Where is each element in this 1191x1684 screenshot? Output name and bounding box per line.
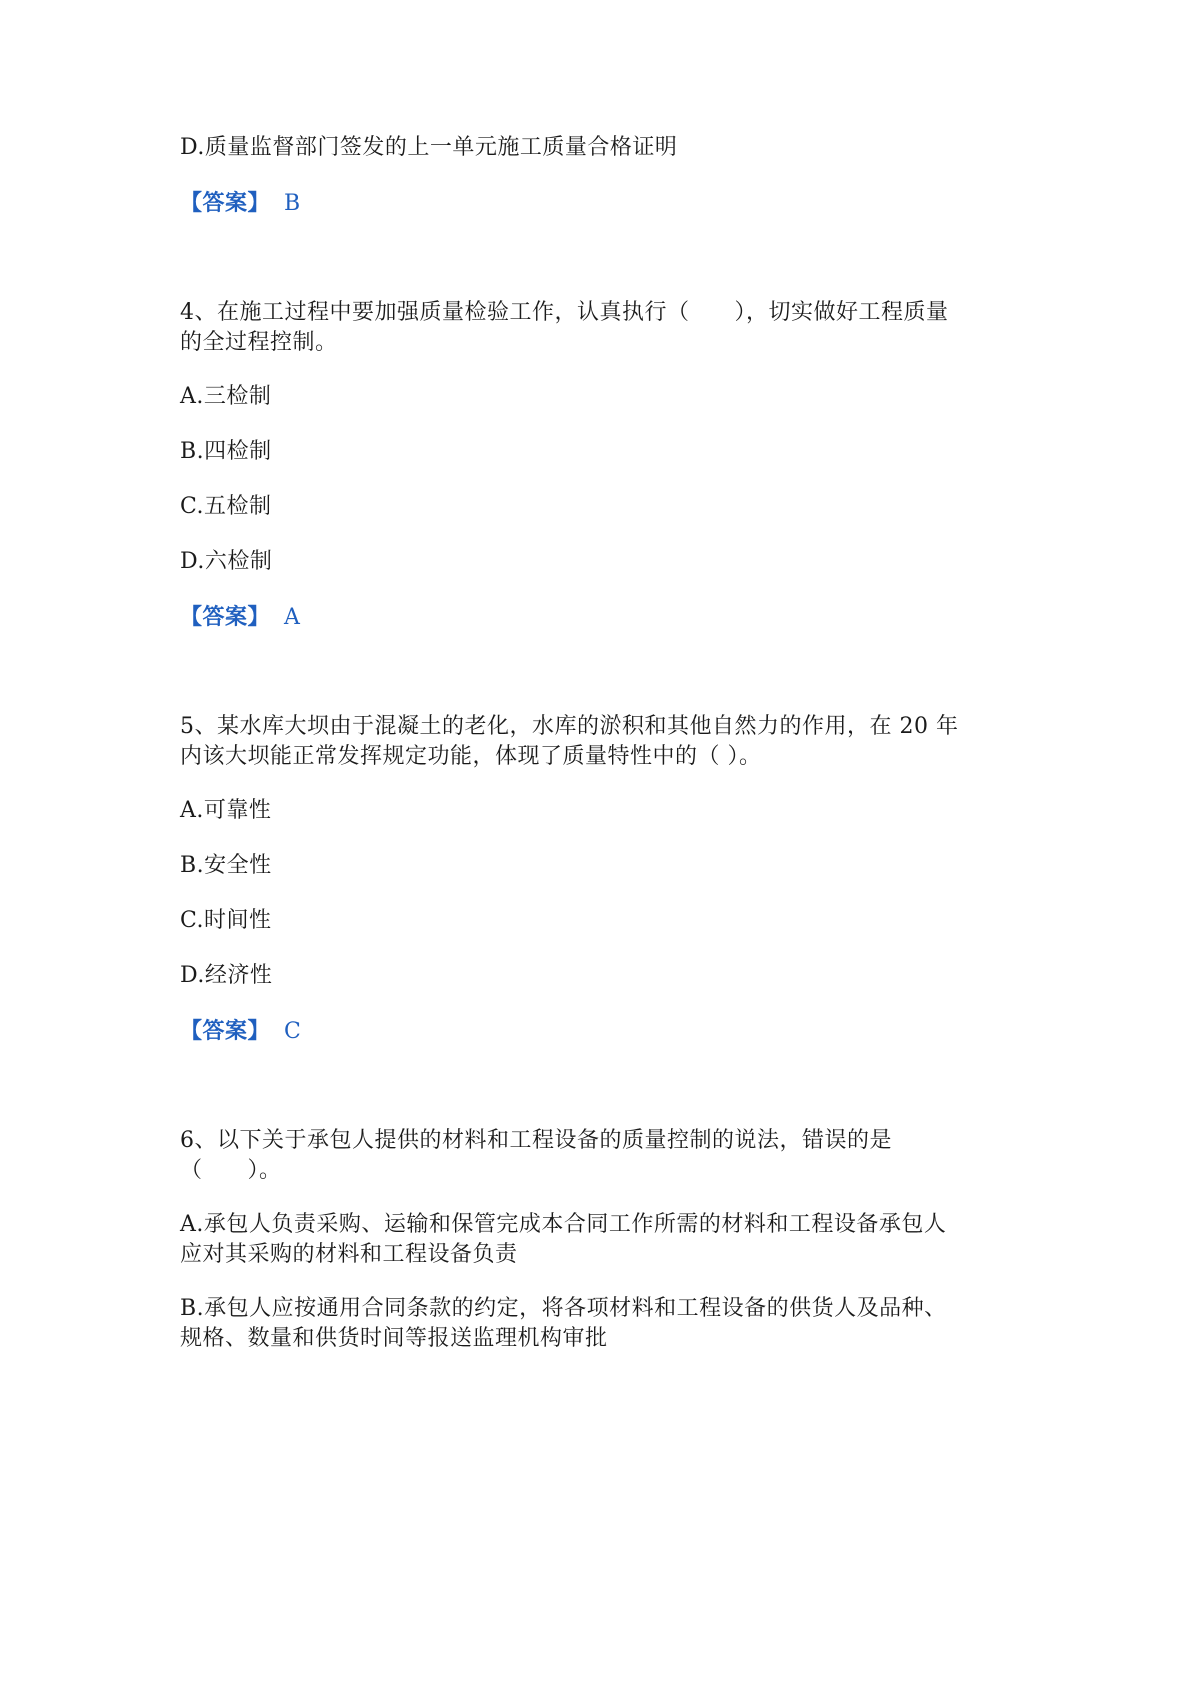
q4-stem-line2: 的全过程控制。 <box>180 330 338 355</box>
q6-stem-line2: （ ）。 <box>180 1158 282 1183</box>
q3-answer <box>180 188 301 219</box>
q5-stem-line2: 内该大坝能正常发挥规定功能，体现了质量特性中的（ ）。 <box>180 744 762 769</box>
q4-option-d: D.六检制 <box>180 549 273 574</box>
q4-option-b: B.四检制 <box>180 439 272 464</box>
q6-option-b-line1: B.承包人应按通用合同条款的约定，将各项材料和工程设备的供货人及品种、 <box>180 1296 947 1321</box>
q3-option-d: D.质量监督部门签发的上一单元施工质量合格证明 <box>180 135 678 160</box>
answer-label: 【答案】 <box>180 190 271 216</box>
q4-option-a: A.三检制 <box>180 384 272 409</box>
answer-label: 【答案】 <box>180 1018 271 1044</box>
q5-option-b: B.安全性 <box>180 853 272 878</box>
q5-option-d: D.经济性 <box>180 963 273 988</box>
answer-value: A <box>284 605 301 630</box>
q6-option-b-line2: 规格、数量和供货时间等报送监理机构审批 <box>180 1326 608 1351</box>
q6-option-a-line1: A.承包人负责采购、运输和保管完成本合同工作所需的材料和工程设备承包人 <box>180 1212 947 1237</box>
q5-stem-line1: 5、某水库大坝由于混凝土的老化，水库的淤积和其他自然力的作用，在 20 年 <box>180 714 959 739</box>
q5-option-c: C.时间性 <box>180 908 272 933</box>
answer-value: C <box>284 1019 302 1044</box>
q4-option-c: C.五检制 <box>180 494 272 519</box>
q4-answer <box>180 602 300 633</box>
answer-label: 【答案】 <box>180 604 271 630</box>
q5-option-a: A.可靠性 <box>180 798 272 823</box>
q5-answer <box>180 1016 301 1047</box>
q4-stem-line1: 4、在施工过程中要加强质量检验工作，认真执行（ ），切实做好工程质量 <box>180 300 949 325</box>
q6-stem-line1: 6、以下关于承包人提供的材料和工程设备的质量控制的说法，错误的是 <box>180 1128 892 1153</box>
q6-option-a-line2: 应对其采购的材料和工程设备负责 <box>180 1242 518 1267</box>
answer-value: B <box>284 191 301 216</box>
